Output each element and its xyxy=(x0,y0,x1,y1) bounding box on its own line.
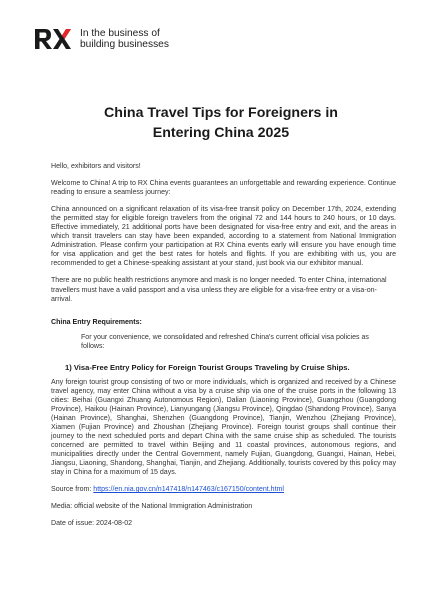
greeting: Hello, exhibitors and visitors! xyxy=(51,163,141,170)
source-line xyxy=(51,485,396,494)
date-of-issue: Date of issue: 2024-08-02 xyxy=(51,520,133,528)
section1-heading: 1) Visa-Free Entry Policy for Foreign Tourist Groups Traveling by Cruise Ships. xyxy=(65,362,350,372)
announcement-paragraph: China announced on a significant relaxation of its visa-free transit policy on December 17th, 2024, extending the permitted stay for eligible foreign travelers from the original 72 and 144 hours to 240 hours, or 10 days. Effective immediately, 21 additional ports have been designated for visa-free entry and exit, and the areas in which transit travelers can stay have been expanded, according to a statement from National Immigration Administration. Please confirm your participation at RX China events early will ensure you have enough time for visa application and get the best rates for hotels and flights. If you are exhibiting with us, you are recommended to get a Chinese-speaking assistant at your stand, just book via our exhibitor manual. xyxy=(51,206,396,268)
logo-tagline-line2: building businesses xyxy=(80,39,169,50)
page-title-line2: Entering China 2025 xyxy=(152,125,290,141)
rx-logo-icon xyxy=(33,27,73,51)
section1-body: Any foreign tourist group consisting of two or more individuals, which is organized and received by a Chinese travel agency, may enter China without a visa by a cruise ship via one of the cruise ports in the following 13 cities: Beihai (Guangxi Zhuang Autonomous Region), Dalian (Liaoning Province), Guangzhou (Guangdong Province), Haikou (Hainan Province), Lianyungang (Jiangsu Province), Qingdao (Shandong Province), Sanya (Hainan Province), Shanghai, Shenzhen (Guangdong Province), Tianjin, Wenzhou (Zhejiang Province), Xiamen (Fujian Province) and Zhoushan (Zhejiang Province). Foreign tourist groups shall continue their journey to the next scheduled ports and depart China with the same cruise ship as scheduled. The tourists concerned are permitted to travel within Beijing and 11 coastal provinces, autonomous regions, and municipalities directly under the Central Government, namely Fujian, Guangdong, Guangxi, Hainan, Hebei, Jiangsu, Liaoning, Shandong, Shanghai, Tianjin, and Zhejiang. Additionally, tourists covered by this policy may stay in China for a maximum of 15 days. xyxy=(51,378,396,477)
page-title xyxy=(40,103,402,143)
page-title-line1: China Travel Tips for Foreigners in xyxy=(104,105,338,121)
source-link[interactable]: https://en.nia.gov.cn/n147418/n147463/c167150/content.html xyxy=(93,486,284,494)
document-body xyxy=(51,162,396,536)
rx-logo xyxy=(33,27,169,51)
media-line: Media: official website of the National Immigration Administration xyxy=(51,503,253,511)
logo-tagline-line1: In the business of xyxy=(80,27,160,39)
requirements-intro: For your convenience, we consolidated and refreshed China's current official visa policies as follows: xyxy=(81,333,369,350)
source-label: Source from: xyxy=(51,486,94,494)
welcome-paragraph: Welcome to China! A trip to RX China events guarantees an unforgettable and rewarding experience. Continue reading to ensure a seamless journey: xyxy=(51,180,396,197)
logo-tagline xyxy=(80,28,169,51)
requirements-heading: China Entry Requirements: xyxy=(51,318,142,326)
health-paragraph: There are no public health restrictions anymore and mask is no longer needed. To enter China, international travellers must have a valid passport and a visa unless they are eligible for a visa-free entry or a visa-on-arrival. xyxy=(51,277,387,303)
